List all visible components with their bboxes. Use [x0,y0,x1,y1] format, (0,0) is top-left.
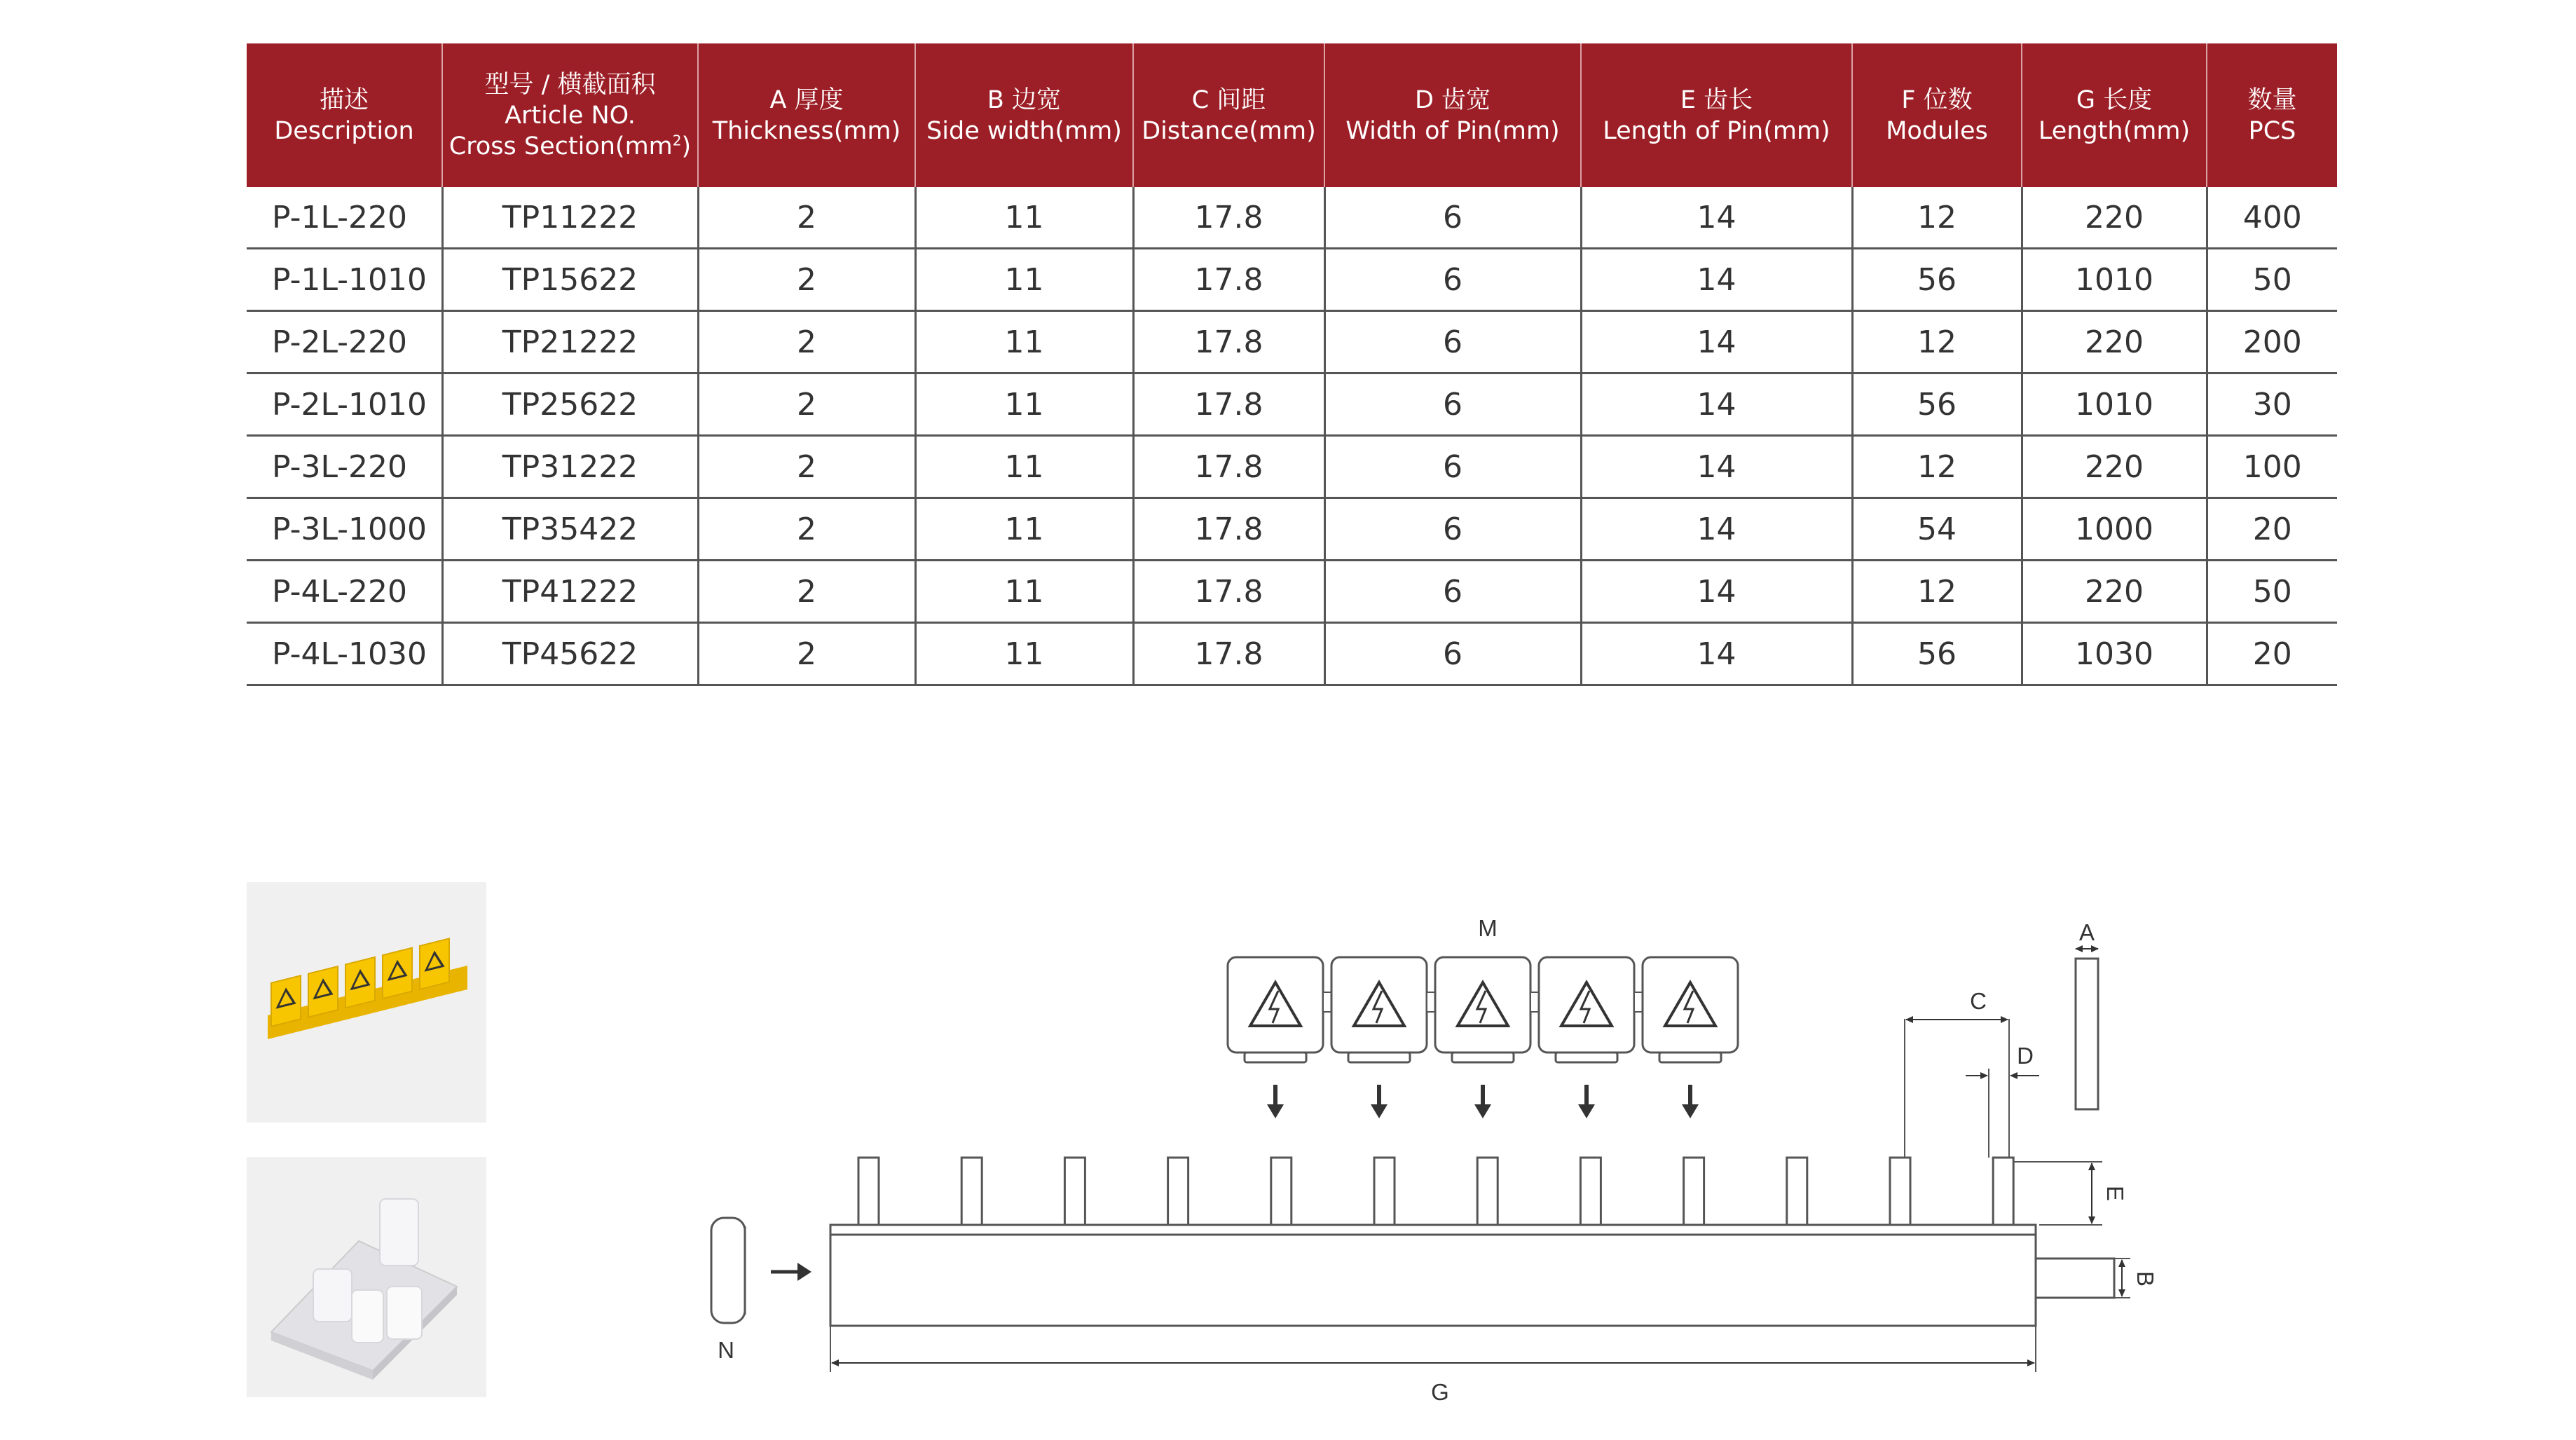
header-cn-label: C 间距 [1191,85,1266,114]
cell-modules: 12 [1852,436,2022,498]
warning-caps-row [1228,957,1738,1062]
cell-thickness: 2 [698,623,915,685]
cell-side-width: 11 [915,311,1133,373]
cell-length: 220 [2022,311,2207,373]
dimension-c [1905,1019,2009,1158]
busbar-main-bar [830,1235,2036,1326]
cell-modules: 54 [1852,498,2022,561]
header-cn-label: A 厚度 [769,85,844,114]
cell-modules: 56 [1852,623,2022,685]
header-en-label: Modules [1886,116,1988,145]
cell-length: 1010 [2022,373,2207,436]
busbar-pin [1477,1158,1498,1225]
cell-distance: 17.8 [1133,498,1324,561]
dimension-d [1966,1069,2039,1158]
cell-description: P-4L-1030 [247,623,442,685]
cell-article-no: TP21222 [442,311,698,373]
busbar-pin [1787,1158,1807,1225]
label-m: M [1478,915,1498,941]
end-cap-n [711,1218,745,1323]
cell-width-of-pin: 6 [1324,373,1581,436]
cell-thickness: 2 [698,436,915,498]
cell-article-no: TP41222 [442,561,698,623]
dimension-a [2076,949,2098,1109]
cell-side-width: 11 [915,498,1133,561]
cell-article-no: TP15622 [442,249,698,311]
cell-length-of-pin: 14 [1581,561,1852,623]
cell-article-no: TP31222 [442,436,698,498]
cell-distance: 17.8 [1133,623,1324,685]
cell-description: P-1L-220 [247,187,442,249]
cell-length-of-pin: 14 [1581,498,1852,561]
cell-modules: 56 [1852,249,2022,311]
header-en-label: Article NO. [505,101,636,130]
cell-length-of-pin: 14 [1581,311,1852,373]
cell-side-width: 11 [915,561,1133,623]
cell-side-width: 11 [915,249,1133,311]
down-arrows [1267,1085,1699,1118]
down-arrow-icon [1474,1085,1491,1118]
busbar-pin [1684,1158,1704,1225]
cell-length: 1030 [2022,623,2207,685]
cell-length-of-pin: 14 [1581,373,1852,436]
label-g: G [1431,1379,1449,1405]
cell-distance: 17.8 [1133,561,1324,623]
warning-cap [1228,957,1323,1062]
cell-modules: 12 [1852,311,2022,373]
superscript-2: 2 [672,131,682,149]
cell-thickness: 2 [698,249,915,311]
busbar-pin [1168,1158,1188,1225]
cell-description: P-3L-1000 [247,498,442,561]
cell-length-of-pin: 14 [1581,249,1852,311]
header-cn-label: G 长度 [2076,85,2153,114]
busbar-pin [1993,1158,2013,1225]
busbar-pin [961,1158,982,1225]
cell-article-no: TP25622 [442,373,698,436]
warning-cap [1331,957,1427,1062]
cell-side-width: 11 [915,436,1133,498]
cell-modules: 12 [1852,561,2022,623]
cell-width-of-pin: 6 [1324,561,1581,623]
cell-pcs: 20 [2207,623,2337,685]
cell-width-of-pin: 6 [1324,187,1581,249]
cell-length: 1010 [2022,249,2207,311]
header-cn-label: F 位数 [1901,85,1973,114]
warning-cap [1435,957,1530,1062]
cell-description: P-3L-220 [247,436,442,498]
label-n: N [718,1337,734,1363]
down-arrow-icon [1578,1085,1595,1118]
header-en-label: Distance(mm) [1142,116,1316,145]
header-en-label: PCS [2248,116,2296,145]
dimension-g [830,1326,2036,1372]
cell-length: 220 [2022,561,2207,623]
busbar-pin [1580,1158,1601,1225]
dimension-b [2114,1259,2130,1298]
busbar-pin [1374,1158,1395,1225]
cell-distance: 17.8 [1133,436,1324,498]
header-cn-label: B 边宽 [987,85,1062,114]
cell-article-no: TP45622 [442,623,698,685]
cell-side-width: 11 [915,623,1133,685]
cell-width-of-pin: 6 [1324,249,1581,311]
cell-pcs: 20 [2207,498,2337,561]
cell-length: 220 [2022,436,2207,498]
cell-distance: 17.8 [1133,311,1324,373]
header-en-label: Thickness(mm) [712,116,901,145]
busbar-pin [1064,1158,1085,1225]
thickness-side-view [2076,959,2098,1109]
dimension-e [2013,1162,2102,1225]
cell-side-width: 11 [915,187,1133,249]
cell-modules: 56 [1852,373,2022,436]
header-cn-label: 描述 [319,85,369,114]
header-cn-label: 数量 [2247,85,2297,114]
busbar-pin [1271,1158,1292,1225]
cell-thickness: 2 [698,187,915,249]
cell-description: P-4L-220 [247,561,442,623]
header-en-label: Side width(mm) [926,116,1122,145]
cell-width-of-pin: 6 [1324,311,1581,373]
cell-description: P-2L-1010 [247,373,442,436]
cell-pcs: 200 [2207,311,2337,373]
busbar-top-strip [830,1225,2036,1235]
header-cn-label: 型号 / 横截面积 [484,70,656,99]
cell-length: 220 [2022,187,2207,249]
cell-length-of-pin: 14 [1581,187,1852,249]
cell-distance: 17.8 [1133,373,1324,436]
cell-thickness: 2 [698,311,915,373]
header-en-label: Description [274,116,414,145]
cell-pcs: 400 [2207,187,2337,249]
header-cross-section-label: Cross $Section(mm^2)$ [448,131,692,160]
busbar-pin [858,1158,879,1225]
right-arrow-icon [771,1263,811,1281]
busbar-side-tab [2036,1259,2114,1298]
cell-thickness: 2 [698,373,915,436]
warning-cap [1643,957,1738,1062]
label-c: C [1970,988,1987,1014]
header-cn-label: D 齿宽 [1414,85,1491,114]
cell-description: P-1L-1010 [247,249,442,311]
busbar-pin [1890,1158,1910,1225]
busbar-body [830,1158,2114,1326]
cell-width-of-pin: 6 [1324,498,1581,561]
header-en-label: Length of Pin(mm) [1603,116,1830,145]
busbar-pins [858,1158,2013,1225]
cell-side-width: 11 [915,373,1133,436]
cell-article-no: TP35422 [442,498,698,561]
cell-length-of-pin: 14 [1581,623,1852,685]
label-e: E [2102,1185,2128,1202]
header-cn-label: E 齿长 [1680,85,1753,114]
header-en-label: Width of Pin(mm) [1345,116,1560,145]
cell-pcs: 30 [2207,373,2337,436]
down-arrow-icon [1371,1085,1388,1118]
label-d: D [2017,1043,2034,1069]
warning-cap [1539,957,1634,1062]
cell-width-of-pin: 6 [1324,623,1581,685]
cell-article-no: TP11222 [442,187,698,249]
cell-length: 1000 [2022,498,2207,561]
cell-thickness: 2 [698,498,915,561]
label-b: B [2132,1270,2158,1287]
cell-width-of-pin: 6 [1324,436,1581,498]
cell-thickness: 2 [698,561,915,623]
header-en-label: Length(mm) [2038,116,2191,145]
cell-pcs: 50 [2207,561,2337,623]
cell-distance: 17.8 [1133,187,1324,249]
cell-description: P-2L-220 [247,311,442,373]
cell-distance: 17.8 [1133,249,1324,311]
down-arrow-icon [1682,1085,1699,1118]
label-a: A [2078,919,2095,945]
cell-pcs: 50 [2207,249,2337,311]
cell-length-of-pin: 14 [1581,436,1852,498]
cell-pcs: 100 [2207,436,2337,498]
cell-modules: 12 [1852,187,2022,249]
down-arrow-icon [1267,1085,1284,1118]
